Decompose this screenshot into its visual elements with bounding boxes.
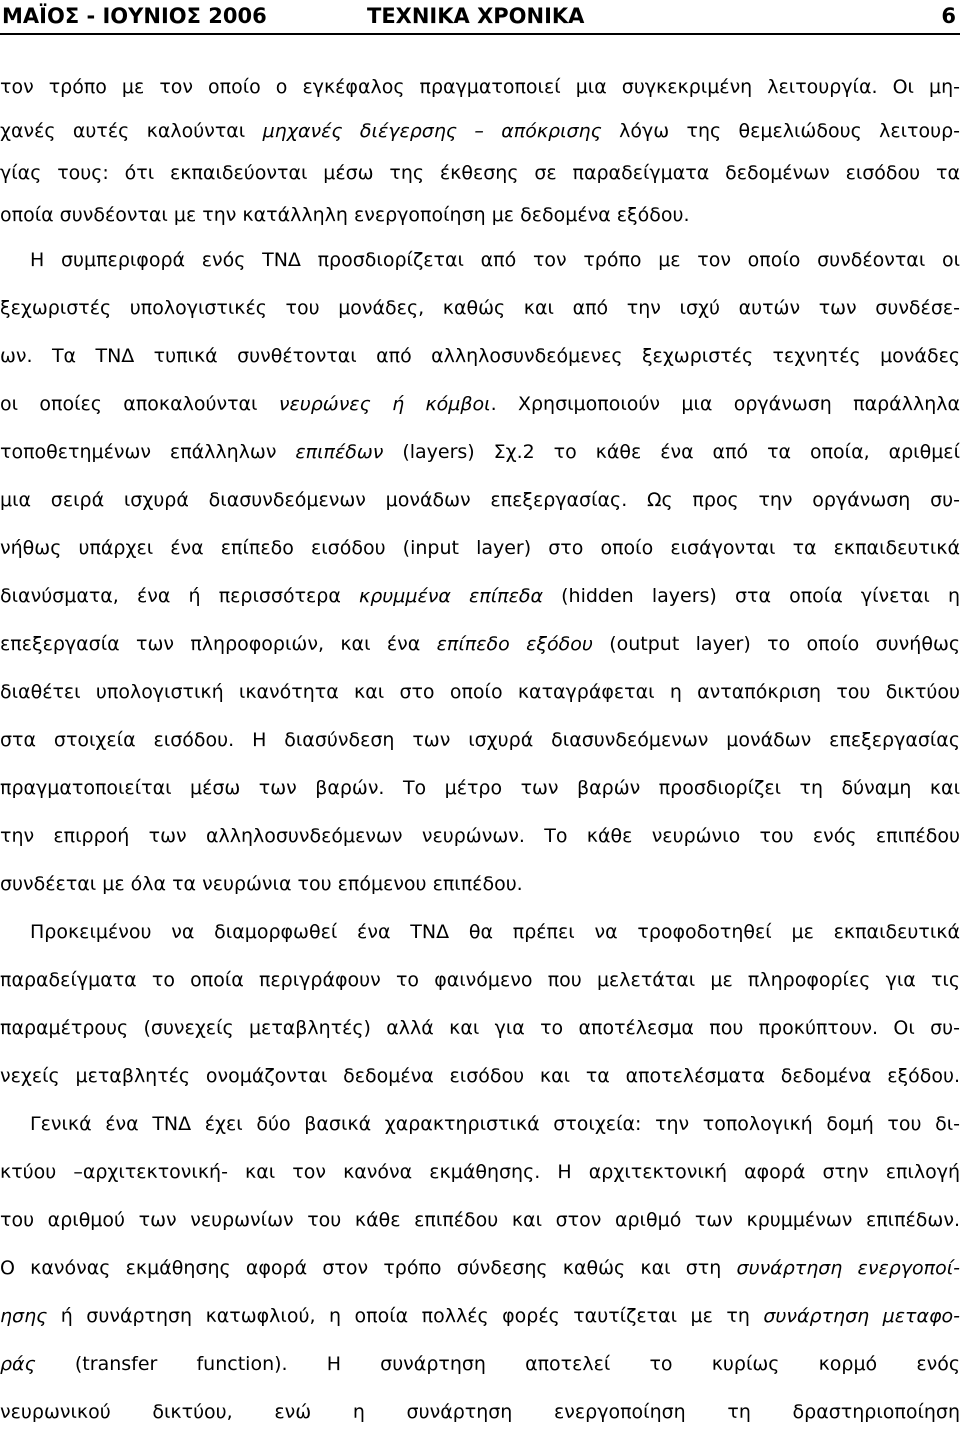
emphasis: ράς	[0, 1353, 36, 1375]
text-line: πραγματοποιείται μέσω των βαρών. Το μέτρο των βαρών προσδιορίζει τη δύναμη και	[0, 777, 960, 799]
emphasis: νευρώνες ή κόμβοι	[278, 393, 491, 415]
text-line: συνδέεται με όλα τα νευρώνια του επόμενου επιπέδου.	[0, 873, 523, 895]
text-line: νευρωνικού δικτύου, ενώ η συνάρτηση ενεργοποίηση τη δραστηριοποίηση	[0, 1401, 960, 1423]
emphasis: ησης	[0, 1305, 48, 1327]
emphasis: επιπέδων	[295, 441, 384, 463]
text-line	[0, 1244, 960, 1292]
text-line	[0, 620, 960, 668]
text-span: (hidden layers) στα οποία γίνεται η	[543, 585, 960, 607]
text-span: (output layer) το οποίο συνήθως	[592, 633, 960, 655]
text-line: παραδείγματα το οποία περιγράφουν το φαινόμενο που μελετάται με πληροφορίες για τις	[0, 969, 960, 991]
text-span: οι οποίες αποκαλούνται	[0, 393, 279, 415]
text-line: κτύου –αρχιτεκτονική- και τον κανόνα εκμάθησης. Η αρχιτεκτονική αφορά στην επιλογή	[0, 1161, 960, 1183]
text-line: οποία συνδέονται με την κατάλληλη ενεργοποίηση με δεδομένα εξόδου.	[0, 204, 690, 226]
text-line: στα στοιχεία εισόδου. Η διασύνδεση των ισχυρά διασυνδεόμενων μονάδων επεξεργασίας	[0, 729, 960, 751]
text-line: ξεχωριστές υπολογιστικές του μονάδες, καθώς και από την ισχύ αυτών των συνδέσε-	[0, 297, 960, 319]
text-span: (transfer function). Η συνάρτηση αποτελεί το κυρίως κορμό ενός	[35, 1353, 960, 1375]
text-line: διαθέτει υπολογιστική ικανότητα και στο οποίο καταγράφεται η ανταπόκριση του δικτύου	[0, 681, 960, 703]
text-line: μια σειρά ισχυρά διασυνδεόμενων μονάδων επεξεργασίας. Ως προς την οργάνωση συ-	[0, 489, 960, 511]
text-line	[0, 1340, 960, 1388]
text-line	[0, 572, 960, 620]
text-line: ων. Τα ΤΝΔ τυπικά συνθέτονται από αλληλοσυνδεόμενες ξεχωριστές τεχνητές μονάδες	[0, 345, 960, 367]
text-line: παραμέτρους (συνεχείς μεταβλητές) αλλά και για το αποτέλεσμα που προκύπτουν. Οι συ-	[0, 1017, 960, 1039]
paragraph-start: Γενικά ένα ΤΝΔ έχει δύο βασικά χαρακτηριστικά στοιχεία: την τοπολογική δομή του δι-	[30, 1113, 960, 1135]
paragraph-start: Προκειμένου να διαμορφωθεί ένα ΤΝΔ θα πρέπει να τροφοδοτηθεί με εκπαιδευτικά	[30, 921, 960, 943]
text-line: νήθως υπάρχει ένα επίπεδο εισόδου (input layer) στο οποίο εισάγονται τα εκπαιδευτικά	[0, 537, 960, 559]
text-line	[0, 1292, 960, 1340]
issue-date: ΜΑΪΟΣ - ΙΟΥΝΙΟΣ 2006	[2, 4, 267, 28]
text-line: τον τρόπο με τον οποίο ο εγκέφαλος πραγματοποιεί μια συγκεκριμένη λειτουργία. Οι μη-	[0, 76, 960, 98]
text-span: . Χρησιμοποιούν μια οργάνωση παράλληλα	[490, 393, 960, 415]
text-line: νεχείς μεταβλητές ονομάζονται δεδομένα εισόδου και τα αποτελέσματα δεδομένα εξόδου.	[0, 1065, 960, 1087]
running-header	[0, 0, 960, 36]
emphasis: μηχανές διέγερσης – απόκρισης	[262, 120, 602, 142]
emphasis: κρυμμένα επίπεδα	[359, 585, 543, 607]
text-span: λόγω της θεμελιώδους λειτουρ-	[601, 120, 960, 142]
text-line: την επιρροή των αλληλοσυνδεόμενων νευρώνων. Το κάθε νευρώνιο του ενός επιπέδου	[0, 825, 960, 847]
text-line: του αριθμού των νευρωνίων του κάθε επιπέδου και στον αριθμό των κρυμμένων επιπέδων.	[0, 1209, 960, 1231]
article-body	[0, 64, 960, 1436]
emphasis: επίπεδο εξόδου	[436, 633, 593, 655]
journal-title: ΤΕΧΝΙΚΑ ΧΡΟΝΙΚΑ	[367, 4, 585, 28]
page-number: 6	[941, 4, 956, 28]
text-line	[0, 428, 960, 476]
header-rule	[0, 33, 960, 35]
text-line	[0, 380, 960, 428]
text-span: επεξεργασία των πληροφοριών, και ένα	[0, 633, 437, 655]
text-span: τοποθετημένων επάλληλων	[0, 441, 296, 463]
text-line: γίας τους: ότι εκπαιδεύονται μέσω της έκθεσης σε παραδείγματα δεδομένων εισόδου τα	[0, 162, 960, 184]
text-span: (layers) Σχ.2 το κάθε ένα από τα οποία, αριθμεί	[383, 441, 960, 463]
paragraph-start: Η συμπεριφορά ενός ΤΝΔ προσδιορίζεται από τον τρόπο με τον οποίο συνδέονται οι	[30, 249, 960, 271]
text-span: χανές αυτές καλούνται	[0, 120, 263, 142]
text-span: ή συνάρτηση κατωφλιού, η οποία πολλές φορές ταυτίζεται με τη	[47, 1305, 764, 1327]
emphasis: συνάρτηση μεταφο-	[763, 1305, 960, 1327]
text-span: Ο κανόνας εκμάθησης αφορά στον τρόπο σύνδεσης καθώς και στη	[0, 1257, 737, 1279]
text-line	[0, 110, 960, 152]
text-span: διανύσματα, ένα ή περισσότερα	[0, 585, 360, 607]
emphasis: συνάρτηση ενεργοποί-	[736, 1257, 960, 1279]
